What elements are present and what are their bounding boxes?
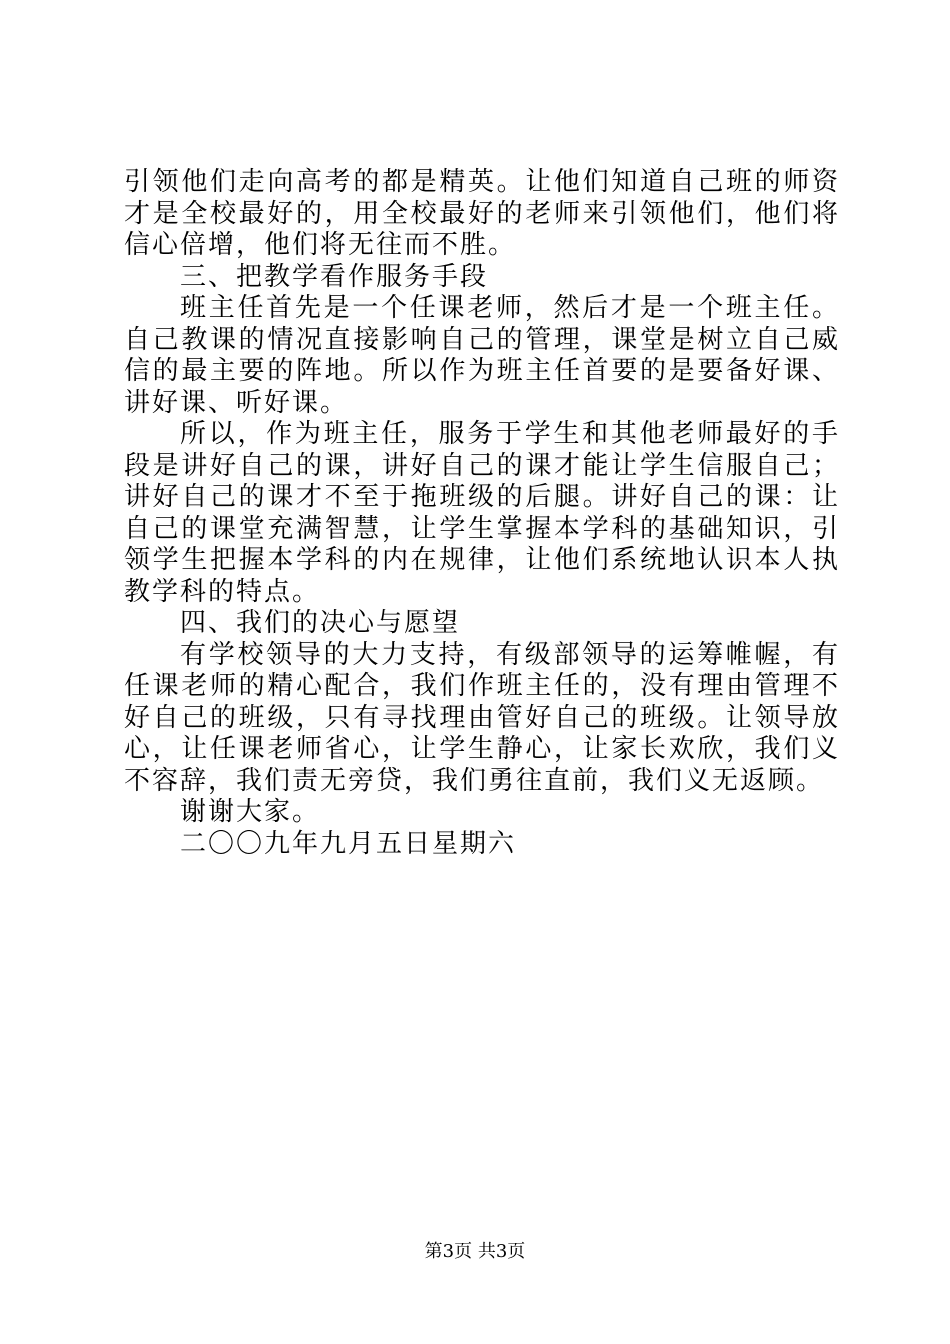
body-paragraph: 班主任首先是一个任课老师，然后才是一个班主任。自己教课的情况直接影响自己的管理，课堂是树立自己威信的最主要的阵地。所以作为班主任首要的是要备好课、讲好课、听好课。 [124,293,840,418]
section-heading-4: 四、我们的决心与愿望 [180,608,461,638]
body-paragraph: 所以，作为班主任，服务于学生和其他老师最好的手段是讲好自己的课，讲好自己的课才能让学生信服自己；讲好自己的课才不至于拖班级的后腿。讲好自己的课：让自己的课堂充满智慧，让学生掌握本学科的基础知识，引领学生把握本学科的内在规律，让他们系统地认识本人执教学科的特点。 [124,419,840,607]
document-date: 二〇〇九年九月五日星期六 [180,828,517,859]
closing-thanks: 谢谢大家。 [180,797,321,827]
body-paragraph-continuation: 引领他们走向高考的都是精英。让他们知道自己班的师资才是全校最好的，用全校最好的老师来引领他们，他们将信心倍增，他们将无往而不胜。 [124,167,840,260]
body-paragraph: 有学校领导的大力支持，有级部领导的运筹帷幄，有任课老师的精心配合，我们作班主任的，没有理由管理不好自己的班级，只有寻找理由管好自己的班级。让领导放心，让任课老师省心，让学生静心，让家长欢欣，我们义不容辞，我们责无旁贷，我们勇往直前，我们义无返顾。 [124,639,840,796]
page-number-label: 第3页 共3页 [424,1241,526,1262]
page-footer [0,1241,950,1263]
document-body [124,167,840,860]
section-heading-3: 三、把教学看作服务手段 [180,261,489,292]
